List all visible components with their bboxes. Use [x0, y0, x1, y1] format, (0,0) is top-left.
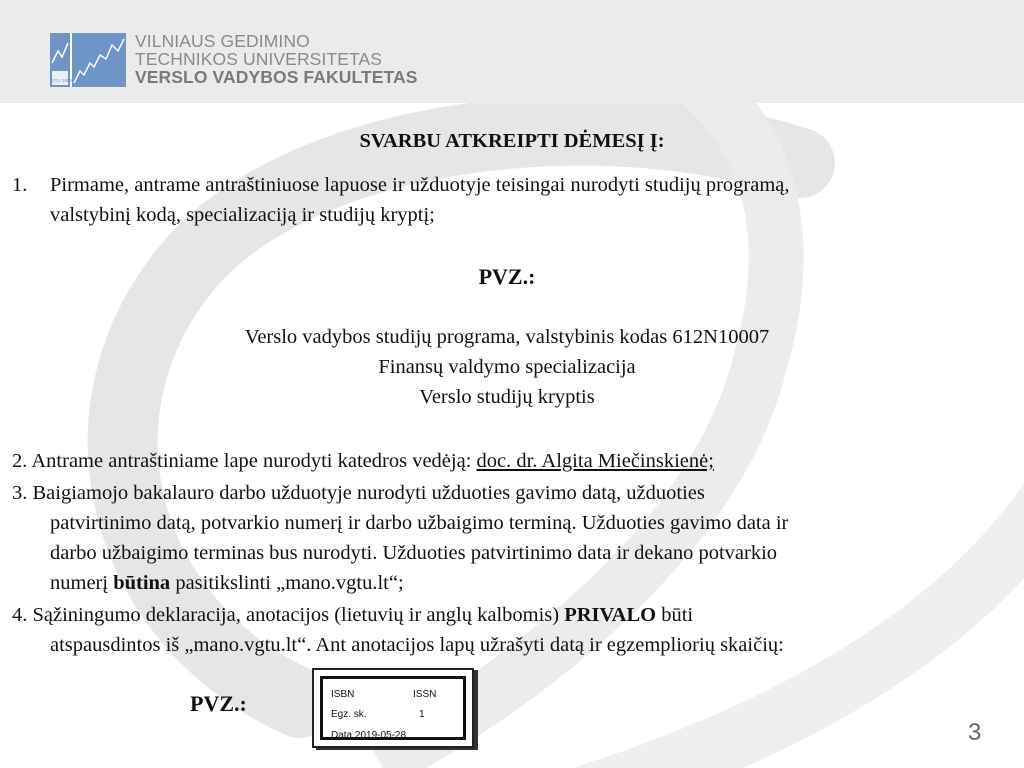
example-line-1: Verslo vadybos studijų programa, valstybinis kodas 612N10007: [244, 326, 770, 348]
list-item-4-line-2: atspausdintos iš „mano.vgtu.lt“. Ant anotacijos lapų užrašyti datą ir egzempliorių skaičių:: [50, 634, 784, 656]
list-item-4: [12, 600, 1012, 660]
list-item-3-line-4: [12, 568, 1012, 598]
page-number: 3: [968, 719, 982, 746]
copies-value: 1: [419, 709, 425, 720]
example-heading-2: PVZ.:: [190, 691, 247, 716]
list-item-1-line-1: Pirmame, antrame antraštiniuose lapuose ir užduotyje teisingai nurodyti studijų programą,: [50, 174, 790, 196]
list-item-1-line-2: valstybinį kodą, specializaciją ir studijų kryptį;: [50, 204, 435, 226]
stamp-row-copies: [331, 709, 425, 721]
line-1-suffix: būti: [656, 604, 694, 626]
list-item-2: [12, 446, 1012, 476]
list-item-3-line-1: 3. Baigiamojo bakalauro darbo užduotyje nurodyti užduoties gavimo datą, užduoties: [12, 482, 705, 504]
logo-line-2: TECHNIKOS UNIVERSITETAS: [135, 49, 383, 69]
must-emphasis: PRIVALO: [564, 604, 657, 626]
list-item-1-text: [50, 170, 1000, 230]
example-heading-1: PVZ.:: [478, 264, 536, 289]
department-head-name: doc. dr. Algita Miečinskienė;: [476, 450, 714, 472]
list-item-2-text: 2. Antrame antraštiniame lape nurodyti katedros vedėją:: [12, 450, 477, 472]
isbn-label: ISBN: [331, 689, 355, 700]
list-item-3: [12, 478, 1012, 598]
logo-line-1: VILNIAUS GEDIMINO: [135, 31, 310, 51]
logo-line-3: VERSLO VADYBOS FAKULTETAS: [135, 67, 418, 87]
copies-label: Egz. sk.: [331, 709, 367, 720]
example-block: [0, 322, 1014, 412]
annotation-stamp-sample: [312, 668, 474, 748]
example-line-3: Verslo studijų kryptis: [419, 386, 595, 408]
slide-title: SVARBU ATKREIPTI DĖMESĮ Į:: [359, 130, 665, 152]
example-line-2: Finansų valdymo specializacija: [378, 356, 636, 378]
list-item-4-line-1: [12, 600, 1012, 630]
line-4-suffix: pasitikslinti „mano.vgtu.lt“;: [170, 572, 404, 594]
stamp-border: [320, 676, 466, 740]
list-item-3-line-2: patvirtinimo datą, potvarkio numerį ir darbo užbaigimo terminą. Užduoties gavimo data ir: [50, 512, 789, 534]
issn-label: ISSN: [413, 689, 437, 700]
required-emphasis: būtina: [113, 572, 171, 594]
line-1-prefix: 4. Sąžiningumo deklaracija, anotacijos (lietuvių ir anglų kalbomis): [12, 604, 565, 626]
logo-seal-text: VGTU 1956: [50, 78, 72, 83]
stamp-row-isbn: [331, 689, 437, 701]
list-item-1-number: 1.: [12, 174, 28, 196]
line-4-prefix: numerį: [50, 572, 114, 594]
list-item-3-line-3: darbo užbaigimo terminas bus nurodyti. Užduoties patvirtinimo data ir dekano potvarkio: [50, 542, 778, 564]
stamp-row-date: Data 2019-05-28: [331, 730, 407, 741]
